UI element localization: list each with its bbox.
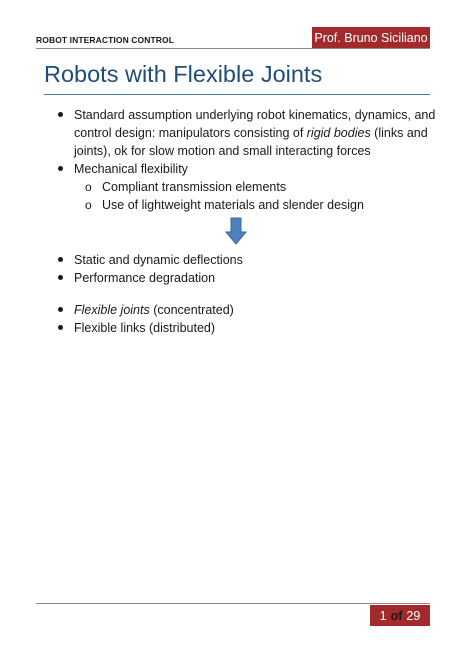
bullet-flexible-joints: [56, 301, 436, 319]
arrow-container: [56, 217, 436, 247]
sub-bullet-marker: o: [85, 180, 92, 194]
bullet-text-emphasis: Flexible joints: [74, 303, 150, 317]
bullet-text-pre: Standard assumption underlying robot kinematics, dynamics, and control design: manipulators consisting of: [74, 108, 436, 140]
sub-bullet-marker: o: [85, 198, 92, 212]
sub-bullet-lightweight: [56, 196, 436, 214]
bullet-dot: [58, 325, 63, 330]
bullet-text: Static and dynamic deflections: [74, 253, 243, 267]
footer-divider: [36, 603, 430, 604]
sub-bullet-text: Use of lightweight materials and slender design: [102, 198, 364, 212]
bullet-mechanical-flexibility: [56, 160, 436, 178]
sub-bullet-compliant: [56, 178, 436, 196]
header-divider: [36, 48, 430, 49]
page-indicator: [370, 605, 430, 626]
bullet-text: Flexible links (distributed): [74, 321, 216, 335]
sub-bullet-text: Compliant transmission elements: [102, 180, 287, 194]
bullet-dot: [58, 112, 63, 117]
page-of-label: of: [390, 608, 403, 623]
bullet-dot: [58, 307, 63, 312]
bullet-rigid-assumption: [56, 106, 436, 160]
bullet-deflections: [56, 251, 436, 269]
course-title: ROBOT INTERACTION CONTROL: [36, 35, 175, 45]
slide-content: [56, 106, 436, 337]
title-underline: [44, 94, 430, 95]
bullet-dot: [58, 166, 63, 171]
bullet-text-post: (concentrated): [149, 303, 234, 317]
bullet-text: Performance degradation: [74, 271, 216, 285]
bullet-flexible-links: [56, 319, 436, 337]
author-badge: Prof. Bruno Siciliano: [312, 27, 430, 49]
bullet-text-emphasis: rigid bodies: [306, 126, 371, 140]
bullet-performance: [56, 269, 436, 287]
page-total: 29: [406, 608, 421, 623]
bullet-text: Mechanical flexibility: [74, 162, 188, 176]
bullet-text-post: (links and joints), ok for slow motion and small interacting forces: [74, 126, 428, 158]
bullet-dot: [58, 257, 63, 262]
spacer: [56, 287, 436, 301]
page-title: Robots with Flexible Joints: [44, 61, 323, 87]
page-current: 1: [379, 608, 387, 623]
bullet-dot: [58, 275, 63, 280]
down-arrow-icon: [225, 217, 247, 245]
